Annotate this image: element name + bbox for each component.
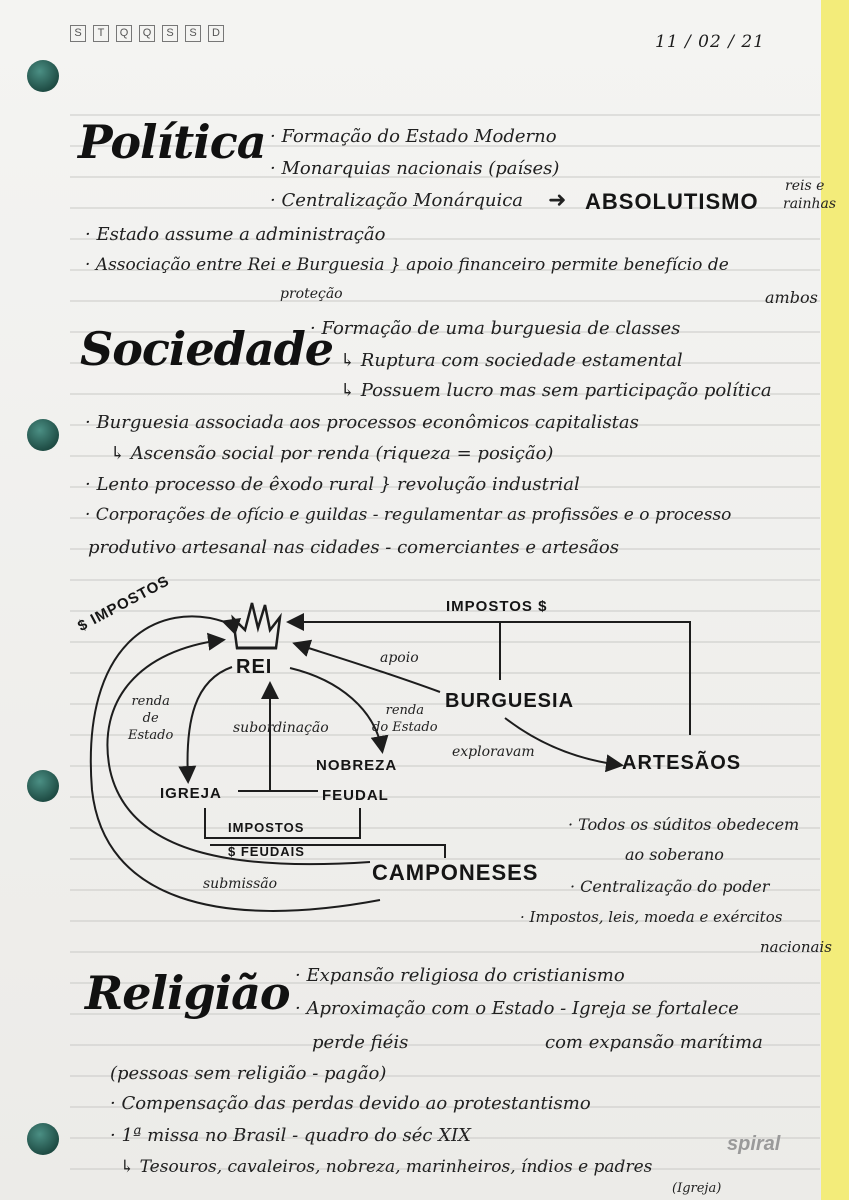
- note-line: · Estado assume a administração: [85, 224, 386, 245]
- note-line: ↳ Ruptura com sociedade estamental: [340, 350, 683, 371]
- submissao-label: submissão: [203, 876, 278, 892]
- note-line: · Formação do Estado Moderno: [270, 126, 557, 147]
- note-line: perde fiéis: [312, 1032, 409, 1053]
- diagram-note: · Todos os súditos obedecem: [568, 815, 800, 834]
- note-line: produtivo artesanal nas cidades - comerciantes e artesãos: [88, 537, 619, 558]
- note-line: rainhas: [783, 196, 837, 212]
- note-line: · Aproximação com o Estado - Igreja se fortalece: [295, 998, 739, 1019]
- impostos-arrow-top: [290, 622, 690, 735]
- note-line: com expansão marítima: [545, 1032, 763, 1053]
- renda-left-arrow: [188, 667, 232, 780]
- note-line: ↳ Possuem lucro mas sem participação política: [340, 380, 772, 401]
- note-line: · 1ª missa no Brasil - quadro do séc XIX: [110, 1125, 471, 1146]
- note-date: 11 / 02 / 21: [655, 32, 765, 52]
- absolutismo-label: ABSOLUTISMO: [585, 189, 759, 214]
- note-line: ↳ Ascensão social por renda (riqueza = posição): [110, 443, 554, 464]
- diagram-note: nacionais: [760, 938, 832, 956]
- note-line: · Compensação das perdas devido ao protestantismo: [110, 1093, 591, 1114]
- note-line: ambos: [765, 288, 818, 307]
- weekday-box: S: [162, 25, 178, 42]
- section-title-sociedade: Sociedade: [80, 322, 334, 376]
- weekday-box: T: [93, 25, 109, 42]
- crown-icon: [233, 603, 280, 648]
- renda-de-estado-label: renda de Estado: [128, 694, 174, 743]
- note-line: · Burguesia associada aos processos econômicos capitalistas: [85, 412, 639, 433]
- apoio-label: apoio: [380, 650, 419, 666]
- note-line: (pessoas sem religião - pagão): [110, 1063, 387, 1084]
- diagram-note: ao soberano: [625, 845, 724, 864]
- section-title-religiao: Religião: [85, 966, 290, 1020]
- rei-label: REI: [236, 656, 273, 678]
- artesaos-label: ARTESÃOS: [622, 752, 742, 774]
- weekday-box: S: [70, 25, 86, 42]
- weekday-box: D: [208, 25, 224, 42]
- diagram-note: · Centralização do poder: [570, 877, 770, 896]
- impostos-feudais-label: IMPOSTOS: [228, 820, 305, 835]
- spiral-logo: spiral: [727, 1133, 781, 1155]
- feudal-label: FEUDAL: [322, 787, 389, 804]
- note-line: · Monarquias nacionais (países): [270, 158, 560, 179]
- note-line: · Centralização Monárquica: [270, 190, 524, 211]
- weekday-box: Q: [116, 25, 132, 42]
- impostos-feudais-label: $ FEUDAIS: [228, 844, 305, 859]
- note-line: · Expansão religiosa do cristianismo: [295, 965, 625, 986]
- weekday-box: S: [185, 25, 201, 42]
- note-line: ↳ Tesouros, cavaleiros, nobreza, marinheiros, índios e padres: [120, 1157, 653, 1177]
- camponeses-label: CAMPONESES: [372, 860, 539, 885]
- note-line: · Formação de uma burguesia de classes: [310, 318, 681, 339]
- section-title-politica: Política: [78, 115, 266, 169]
- note-line: reis e: [785, 178, 825, 194]
- weekday-box: Q: [139, 25, 155, 42]
- renda-right-arrow: [290, 668, 382, 750]
- subordinacao-label: subordinação: [233, 720, 329, 736]
- impostos-top-label: IMPOSTOS $: [446, 598, 548, 615]
- note-line: · Associação entre Rei e Burguesia } apoio financeiro permite benefício de: [85, 255, 729, 275]
- burguesia-label: BURGUESIA: [445, 690, 575, 712]
- note-line: · Lento processo de êxodo rural } revolução industrial: [85, 474, 580, 495]
- exploravam-label: exploravam: [452, 744, 535, 760]
- note-line: (Igreja): [672, 1181, 722, 1196]
- renda-do-estado-label: renda do Estado: [372, 703, 438, 735]
- note-line: proteção: [280, 286, 343, 302]
- impostos-left-label: $ IMPOSTOS: [75, 572, 173, 636]
- diagram-note: · Impostos, leis, moeda e exércitos: [520, 908, 783, 926]
- note-line: · Corporações de ofício e guildas - regulamentar as profissões e o processo: [85, 505, 732, 525]
- nobreza-label: NOBREZA: [316, 757, 398, 774]
- arrow-icon: ➜: [548, 188, 567, 213]
- igreja-label: IGREJA: [160, 785, 222, 802]
